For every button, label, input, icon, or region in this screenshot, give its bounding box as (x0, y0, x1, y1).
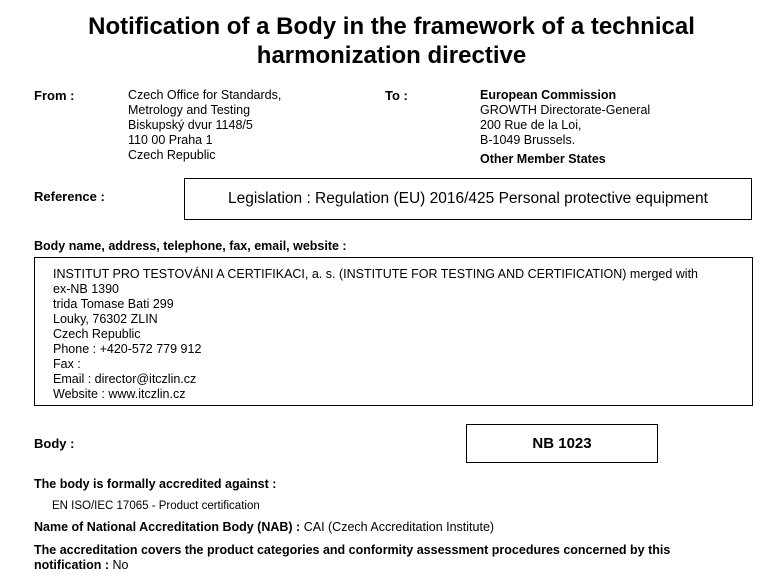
coverage-block (34, 543, 670, 573)
nab-row (34, 520, 494, 534)
coverage-label-line-1: The accreditation covers the product categories and conformity assessment procedures concerned by this (34, 543, 671, 557)
body-info-line: Email : director@itczlin.cz (53, 372, 197, 386)
from-address-line: Czech Office for Standards, (128, 88, 282, 102)
to-address-line: B-1049 Brussels. (480, 133, 576, 147)
nab-label: Name of National Accreditation Body (NAB) : (34, 520, 301, 534)
body-number-value: NB 1023 (532, 435, 592, 452)
to-label: To : (385, 88, 408, 103)
page-title-line-2: harmonization directive (256, 42, 527, 69)
to-organization: European Commission (480, 88, 617, 102)
nab-value: CAI (Czech Accreditation Institute) (300, 520, 495, 534)
from-label: From : (34, 88, 75, 103)
body-info-box (34, 257, 753, 406)
accreditation-heading: The body is formally accredited against : (34, 477, 277, 491)
from-address (128, 88, 281, 163)
accreditation-standard: EN ISO/IEC 17065 - Product certification (52, 500, 260, 512)
body-info-line: Louky, 76302 ZLIN (53, 312, 158, 326)
reference-value: Legislation : Regulation (EU) 2016/425 Personal protective equipment (228, 190, 708, 207)
body-info-heading: Body name, address, telephone, fax, email, website : (34, 239, 347, 253)
page-title-line-1: Notification of a Body in the framework of a technical (88, 13, 695, 40)
body-info-line: trida Tomase Bati 299 (53, 297, 174, 311)
reference-box (184, 178, 752, 220)
from-address-line: Biskupský dvur 1148/5 (128, 118, 253, 132)
body-info-line: ex-NB 1390 (53, 282, 120, 296)
body-info-line: INSTITUT PRO TESTOVÁNI A CERTIFIKACI, a. s. (INSTITUTE FOR TESTING AND CERTIFICATION) merged with (53, 267, 699, 281)
coverage-value: No (109, 558, 129, 572)
body-info-line: Czech Republic (53, 327, 141, 341)
to-address (480, 88, 650, 167)
from-address-line: 110 00 Praha 1 (128, 133, 213, 147)
other-member-states: Other Member States (480, 152, 606, 166)
to-address-line: GROWTH Directorate-General (480, 103, 651, 117)
page-title (0, 12, 783, 70)
body-info-line: Phone : +420-572 779 912 (53, 342, 202, 356)
to-address-line: 200 Rue de la Loi, (480, 118, 582, 132)
body-info-line: Fax : (53, 357, 81, 371)
from-address-line: Czech Republic (128, 148, 216, 162)
reference-label: Reference : (34, 189, 105, 204)
coverage-label-line-2: notification : (34, 558, 109, 572)
body-number-box (466, 424, 658, 463)
body-info-line: Website : www.itczlin.cz (53, 387, 186, 401)
body-number-label: Body : (34, 436, 75, 451)
from-address-line: Metrology and Testing (128, 103, 251, 117)
coverage-row (34, 558, 670, 573)
